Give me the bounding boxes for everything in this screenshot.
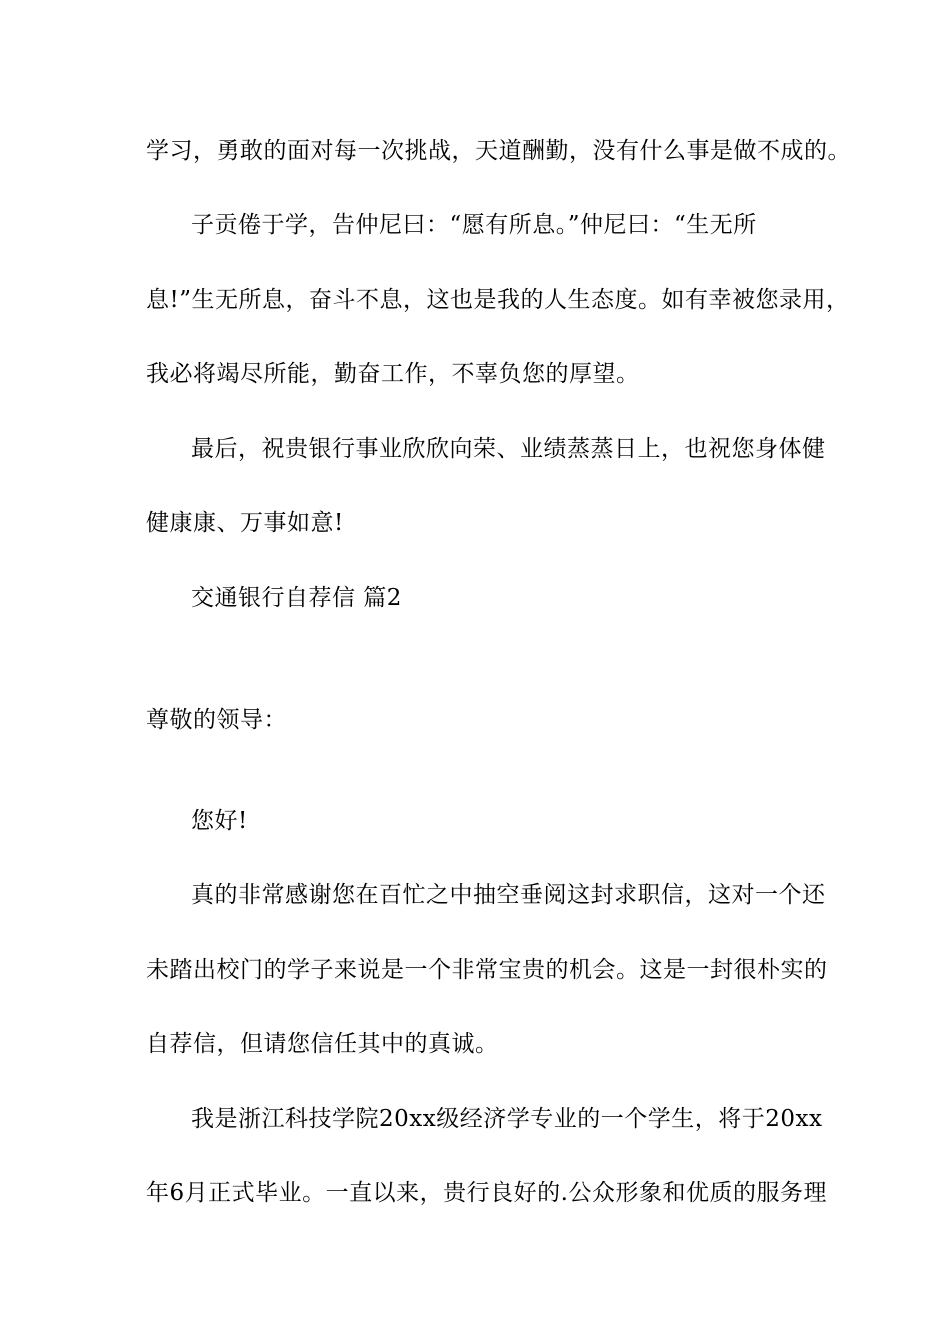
paragraph-line: 未踏出校门的学子来说是一个非常宝贵的机会。这是一封很朴实的 <box>146 957 828 983</box>
section-heading: 交通银行自荐信 篇2 <box>191 585 402 611</box>
paragraph-line: 我必将竭尽所能，勤奋工作，不辜负您的厚望。 <box>146 361 640 387</box>
paragraph-line: 息!”生无所息，奋斗不息，这也是我的人生态度。如有幸被您录用， <box>146 287 850 313</box>
paragraph-line: 学习，勇敢的面对每一次挑战，天道酬勤，没有什么事是做不成的。 <box>146 138 851 164</box>
greeting: 您好! <box>191 808 248 834</box>
paragraph-line: 自荐信，但请您信任其中的真诚。 <box>146 1031 499 1057</box>
paragraph-line: 真的非常感谢您在百忙之中抽空垂阅这封求职信，这对一个还 <box>191 882 826 908</box>
paragraph-line: 子贡倦于学，告仲尼曰：“愿有所息。”仲尼曰：“生无所 <box>191 212 757 238</box>
paragraph-line: 我是浙江科技学院20xx级经济学专业的一个学生，将于20xx <box>191 1106 823 1132</box>
salutation: 尊敬的领导： <box>146 707 287 733</box>
paragraph-line: 健康康、万事如意! <box>146 510 344 536</box>
paragraph-line: 最后，祝贵银行事业欣欣向荣、业绩蒸蒸日上，也祝您身体健 <box>191 436 826 462</box>
paragraph-line: 年6月正式毕业。一直以来，贵行良好的.公众形象和优质的服务理 <box>146 1180 827 1206</box>
